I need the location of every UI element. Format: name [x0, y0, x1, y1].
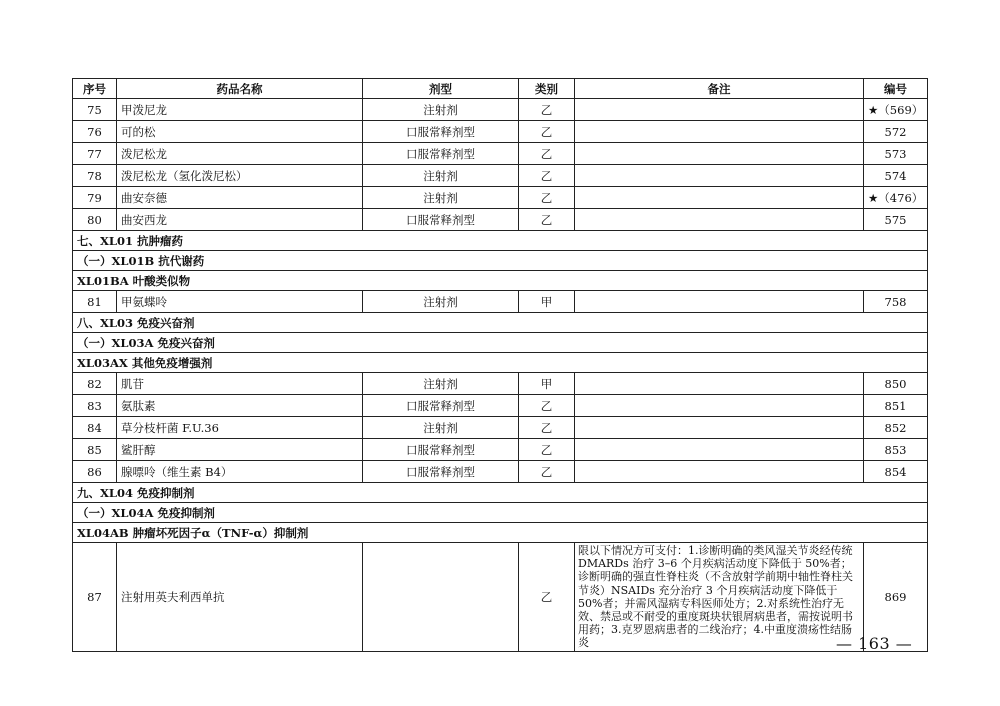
table-row	[73, 439, 928, 461]
table-row	[73, 143, 928, 165]
cell-category: 乙	[519, 165, 575, 187]
cell-dosage-form: 注射剂	[363, 165, 519, 187]
cell-drug-name: 曲安奈德	[117, 187, 363, 209]
cell-category: 乙	[519, 439, 575, 461]
cell-category: 乙	[519, 543, 575, 652]
cell-category: 乙	[519, 395, 575, 417]
cell-remarks	[575, 439, 864, 461]
section-heading: XL04AB 肿瘤坏死因子α（TNF-α）抑制剂	[73, 523, 928, 543]
header-serial: 序号	[73, 79, 117, 99]
section-heading: 七、XL01 抗肿瘤药	[73, 231, 928, 251]
cell-code: ★（476）	[864, 187, 928, 209]
cell-category: 甲	[519, 291, 575, 313]
header-code: 编号	[864, 79, 928, 99]
table-row	[73, 99, 928, 121]
cell-dosage-form: 口服常释剂型	[363, 461, 519, 483]
cell-serial: 80	[73, 209, 117, 231]
cell-remarks	[575, 373, 864, 395]
drug-table-container	[72, 78, 927, 652]
cell-drug-name: 曲安西龙	[117, 209, 363, 231]
cell-code: 852	[864, 417, 928, 439]
table-row	[73, 417, 928, 439]
section-row	[73, 523, 928, 543]
header-category: 类别	[519, 79, 575, 99]
table-row	[73, 121, 928, 143]
section-heading: XL01BA 叶酸类似物	[73, 271, 928, 291]
cell-remarks	[575, 143, 864, 165]
cell-dosage-form: 注射剂	[363, 417, 519, 439]
cell-dosage-form: 注射剂	[363, 99, 519, 121]
cell-drug-name: 注射用英夫利西单抗	[117, 543, 363, 652]
cell-category: 乙	[519, 121, 575, 143]
cell-drug-name: 草分枝杆菌 F.U.36	[117, 417, 363, 439]
section-row	[73, 333, 928, 353]
section-row	[73, 313, 928, 333]
cell-remarks: 限以下情况方可支付：1.诊断明确的类风湿关节炎经传统 DMARDs 治疗 3–6 个月疾病活动度下降低于 50%者；诊断明确的强直性脊柱炎（不含放射学前期中轴性脊柱关节炎）NSAIDs 充分治疗 3 个月疾病活动度下降低于 50%者；并需风湿病专科医师处方；2.对系统性治疗无效、禁忌或不耐受的重度斑块状银屑病患者，需按说明书用药；3.克罗恩病患者的二线治疗；4.中重度溃疡性结肠炎	[575, 543, 864, 652]
cell-remarks	[575, 165, 864, 187]
section-heading: 八、XL03 免疫兴奋剂	[73, 313, 928, 333]
cell-code: 758	[864, 291, 928, 313]
section-heading: XL03AX 其他免疫增强剂	[73, 353, 928, 373]
page-number: — 163 —	[836, 634, 913, 653]
cell-drug-name: 氨肽素	[117, 395, 363, 417]
table-row	[73, 209, 928, 231]
section-row	[73, 231, 928, 251]
cell-drug-name: 甲氨蝶呤	[117, 291, 363, 313]
cell-category: 乙	[519, 143, 575, 165]
cell-code: 573	[864, 143, 928, 165]
table-row	[73, 373, 928, 395]
cell-drug-name: 甲泼尼龙	[117, 99, 363, 121]
cell-drug-name: 可的松	[117, 121, 363, 143]
cell-dosage-form: 口服常释剂型	[363, 439, 519, 461]
cell-serial: 87	[73, 543, 117, 652]
table-row	[73, 165, 928, 187]
cell-dosage-form: 注射剂	[363, 373, 519, 395]
header-remarks: 备注	[575, 79, 864, 99]
cell-remarks	[575, 121, 864, 143]
table-row	[73, 395, 928, 417]
cell-serial: 78	[73, 165, 117, 187]
table-body	[73, 99, 928, 652]
cell-code: 853	[864, 439, 928, 461]
cell-code: ★（569）	[864, 99, 928, 121]
drug-table	[72, 78, 928, 652]
section-row	[73, 483, 928, 503]
section-heading: （一）XL04A 免疫抑制剂	[73, 503, 928, 523]
cell-category: 乙	[519, 417, 575, 439]
table-row	[73, 543, 928, 652]
cell-serial: 77	[73, 143, 117, 165]
cell-drug-name: 肌苷	[117, 373, 363, 395]
table-row	[73, 187, 928, 209]
section-heading: 九、XL04 免疫抑制剂	[73, 483, 928, 503]
section-row	[73, 503, 928, 523]
cell-serial: 83	[73, 395, 117, 417]
cell-serial: 81	[73, 291, 117, 313]
section-row	[73, 271, 928, 291]
cell-category: 乙	[519, 99, 575, 121]
cell-dosage-form: 注射剂	[363, 291, 519, 313]
cell-serial: 84	[73, 417, 117, 439]
cell-drug-name: 泼尼松龙（氢化泼尼松）	[117, 165, 363, 187]
cell-serial: 85	[73, 439, 117, 461]
cell-code: 854	[864, 461, 928, 483]
section-heading: （一）XL03A 免疫兴奋剂	[73, 333, 928, 353]
table-row	[73, 461, 928, 483]
header-dosage-form: 剂型	[363, 79, 519, 99]
cell-dosage-form: 注射剂	[363, 187, 519, 209]
cell-code: 574	[864, 165, 928, 187]
section-row	[73, 251, 928, 271]
cell-serial: 76	[73, 121, 117, 143]
cell-remarks	[575, 291, 864, 313]
cell-remarks	[575, 395, 864, 417]
cell-category: 乙	[519, 461, 575, 483]
cell-category: 乙	[519, 209, 575, 231]
cell-code: 851	[864, 395, 928, 417]
cell-drug-name: 鲨肝醇	[117, 439, 363, 461]
section-heading: （一）XL01B 抗代谢药	[73, 251, 928, 271]
cell-serial: 79	[73, 187, 117, 209]
cell-serial: 75	[73, 99, 117, 121]
cell-code: 869	[864, 543, 928, 652]
cell-drug-name: 腺嘌呤（维生素 B4）	[117, 461, 363, 483]
cell-dosage-form	[363, 543, 519, 652]
cell-serial: 82	[73, 373, 117, 395]
cell-remarks	[575, 209, 864, 231]
table-header-row	[73, 79, 928, 99]
cell-remarks	[575, 187, 864, 209]
cell-dosage-form: 口服常释剂型	[363, 395, 519, 417]
cell-drug-name: 泼尼松龙	[117, 143, 363, 165]
cell-dosage-form: 口服常释剂型	[363, 121, 519, 143]
cell-remarks	[575, 461, 864, 483]
header-drug-name: 药品名称	[117, 79, 363, 99]
cell-remarks	[575, 99, 864, 121]
cell-category: 乙	[519, 187, 575, 209]
cell-code: 575	[864, 209, 928, 231]
cell-dosage-form: 口服常释剂型	[363, 143, 519, 165]
cell-code: 850	[864, 373, 928, 395]
cell-dosage-form: 口服常释剂型	[363, 209, 519, 231]
section-row	[73, 353, 928, 373]
cell-serial: 86	[73, 461, 117, 483]
cell-remarks	[575, 417, 864, 439]
table-row	[73, 291, 928, 313]
cell-code: 572	[864, 121, 928, 143]
cell-category: 甲	[519, 373, 575, 395]
